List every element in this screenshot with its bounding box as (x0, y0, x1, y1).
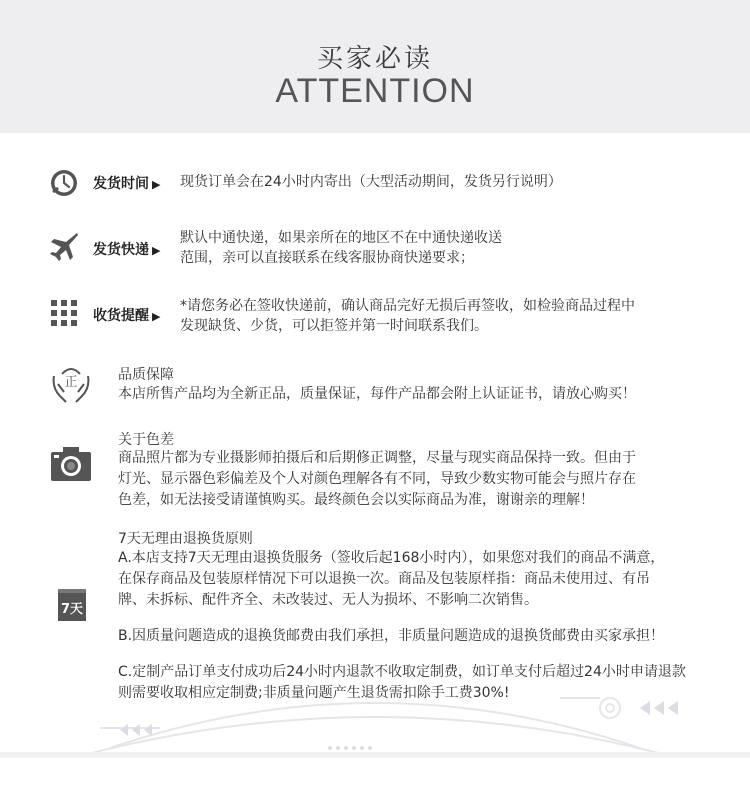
receipt-label (93, 305, 160, 325)
courier-text-line2: 范围，亲可以直接联系在线客服协商快递要求； (180, 250, 474, 266)
svg-text:正: 正 (64, 375, 78, 390)
shipping-time-label (93, 173, 160, 193)
receipt-label-text: 收货提醒 (93, 308, 149, 324)
returns-c-line2: 则需要收取相应定制费;非质量问题产生退货需扣除手工费30%! (118, 685, 510, 701)
svg-text:7天: 7天 (60, 602, 84, 617)
page-title: 买家必读 (316, 44, 433, 74)
shipping-time-label-text: 发货时间 (93, 176, 149, 192)
triangle-right-icon: ▶ (152, 310, 161, 323)
color-text-line1: 商品照片都为专业摄影师拍摄后和后期修正调整，尽量与现实商品保持一致。但由于 (118, 450, 636, 466)
header-banner (0, 0, 750, 133)
returns-a-line3: 牌、未拆标、配件齐全、未改装过、无人为损坏、不影响二次销售。 (118, 592, 538, 608)
receipt-text-line2: 发现缺货、少货，可以拒签并第一时间联系我们。 (180, 318, 488, 334)
genuine-hands-icon (50, 362, 92, 404)
clock-icon (49, 168, 79, 198)
color-text-line3: 色差，如无法接受请谨慎购买。最终颜色会以实际商品为准，谢谢亲的理解！ (118, 492, 594, 508)
camera-icon (50, 446, 92, 482)
returns-b-line: B.因质量问题造成的退换货邮费由我们承担，非质量问题造成的退换货邮费由买家承担！ (118, 628, 665, 644)
courier-label-text: 发货快递 (93, 242, 149, 258)
quality-text: 本店所售产品均为全新正品，质量保证，每件产品都会附上认证证书，请放心购买！ (118, 386, 636, 402)
triangle-right-icon: ▶ (152, 178, 161, 191)
page-subtitle: ATTENTION (275, 72, 475, 110)
returns-c-line1: C.定制产品订单支付成功后24小时内退款不收取定制费，如订单支付后超过24小时申请退款 (118, 664, 686, 680)
shipping-time-text: 现货订单会在24小时内寄出（大型活动期间，发货另行说明） (180, 174, 562, 190)
courier-text-line1: 默认中通快递，如果亲所在的地区不在中通快递收送 (180, 230, 502, 246)
triangle-right-icon: ▶ (152, 244, 161, 257)
seven-day-icon (57, 588, 87, 622)
receipt-text-line1: *请您务必在签收快递前，确认商品完好无损后再签收，如检验商品过程中 (180, 298, 635, 314)
returns-a-line2: 在保存商品及包装原样情况下可以退换一次。商品及包装原样指：商品未使用过、有吊 (118, 571, 650, 587)
returns-title: 7天无理由退换货原则 (118, 531, 253, 547)
quality-title: 品质保障 (118, 367, 174, 383)
airplane-icon (48, 230, 80, 262)
courier-label (93, 239, 160, 259)
color-text-line2: 灯光、显示器色彩偏差及个人对颜色理解各有不同，导致少数实物可能会与照片存在 (118, 471, 636, 487)
color-title: 关于色差 (118, 432, 174, 448)
returns-a-line1: A.本店支持7天无理由退换货服务（签收后起168小时内），如果您对我们的商品不满意， (118, 550, 665, 566)
grid-icon (51, 300, 77, 326)
